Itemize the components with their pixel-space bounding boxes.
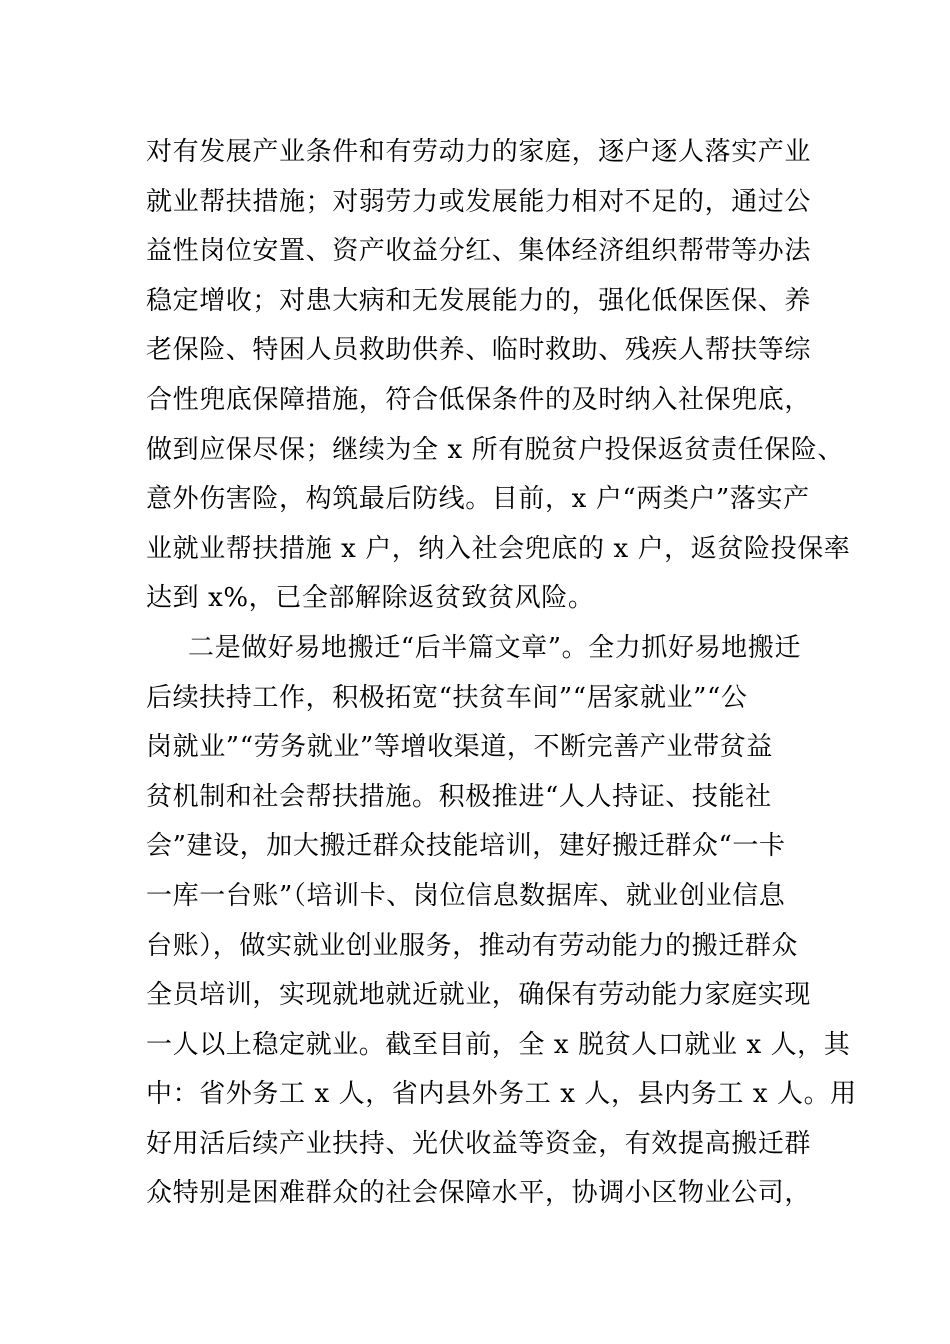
text-line: 做到应保尽保；继续为全 x 所有脱贫户投保返贫责任保险、 [146,434,844,465]
text-line: 一人以上稳定就业。截至目前，全 x 脱贫人口就业 x 人，其 [146,1029,851,1060]
text-line: 业就业帮扶措施 x 户，纳入社会兜底的 x 户，返贫险投保率 [146,533,851,564]
paragraph-start-line: 二是做好易地搬迁“后半篇文章”。全力抓好易地搬迁 [188,632,801,663]
text-line: 对有发展产业条件和有劳动力的家庭，逐户逐人落实产业 [146,137,812,167]
text-line: 达到 x%，已全部解除返贫致贫风险。 [146,583,595,614]
text-line: 众特别是困难群众的社会保障水平，协调小区物业公司， [146,1178,812,1209]
text-line: 老保险、特困人员救助供养、临时救助、残疾人帮扶等综 [146,335,812,366]
text-line: 贫机制和社会帮扶措施。积极推进“人人持证、技能社 [146,781,772,812]
text-line: 益性岗位安置、资产收益分红、集体经济组织帮带等办法 [146,236,812,267]
text-line: 岗就业”“劳务就业”等增收渠道，不断完善产业带贫益 [146,732,773,763]
text-line: 会”建设，加大搬迁群众技能培训，建好搬迁群众“一卡 [146,831,786,862]
text-line: 中：省外务工 x 人，省内县外务工 x 人，县内务工 x 人。用 [146,1079,857,1110]
text-line: 稳定增收；对患大病和无发展能力的，强化低保医保、养 [146,285,812,316]
text-line: 一库一台账”（培训卡、岗位信息数据库、就业创业信息 [146,880,786,911]
text-line: 合性兜底保障措施，符合低保条件的及时纳入社保兜底， [146,384,812,415]
text-line: 好用活后续产业扶持、光伏收益等资金，有效提高搬迁群 [146,1128,812,1159]
body-text [146,128,857,1219]
text-line: 意外伤害险，构筑最后防线。目前，x 户“两类户”落实产 [146,484,810,515]
text-line: 台账），做实就业创业服务，推动有劳动能力的搬迁群众 [146,930,799,961]
text-line: 后续扶持工作，积极拓宽“扶贫车间”“居家就业”“公 [146,682,748,713]
text-line: 全员培训，实现就地就近就业，确保有劳动能力家庭实现 [146,980,812,1011]
text-line: 就业帮扶措施；对弱劳力或发展能力相对不足的，通过公 [146,186,812,217]
